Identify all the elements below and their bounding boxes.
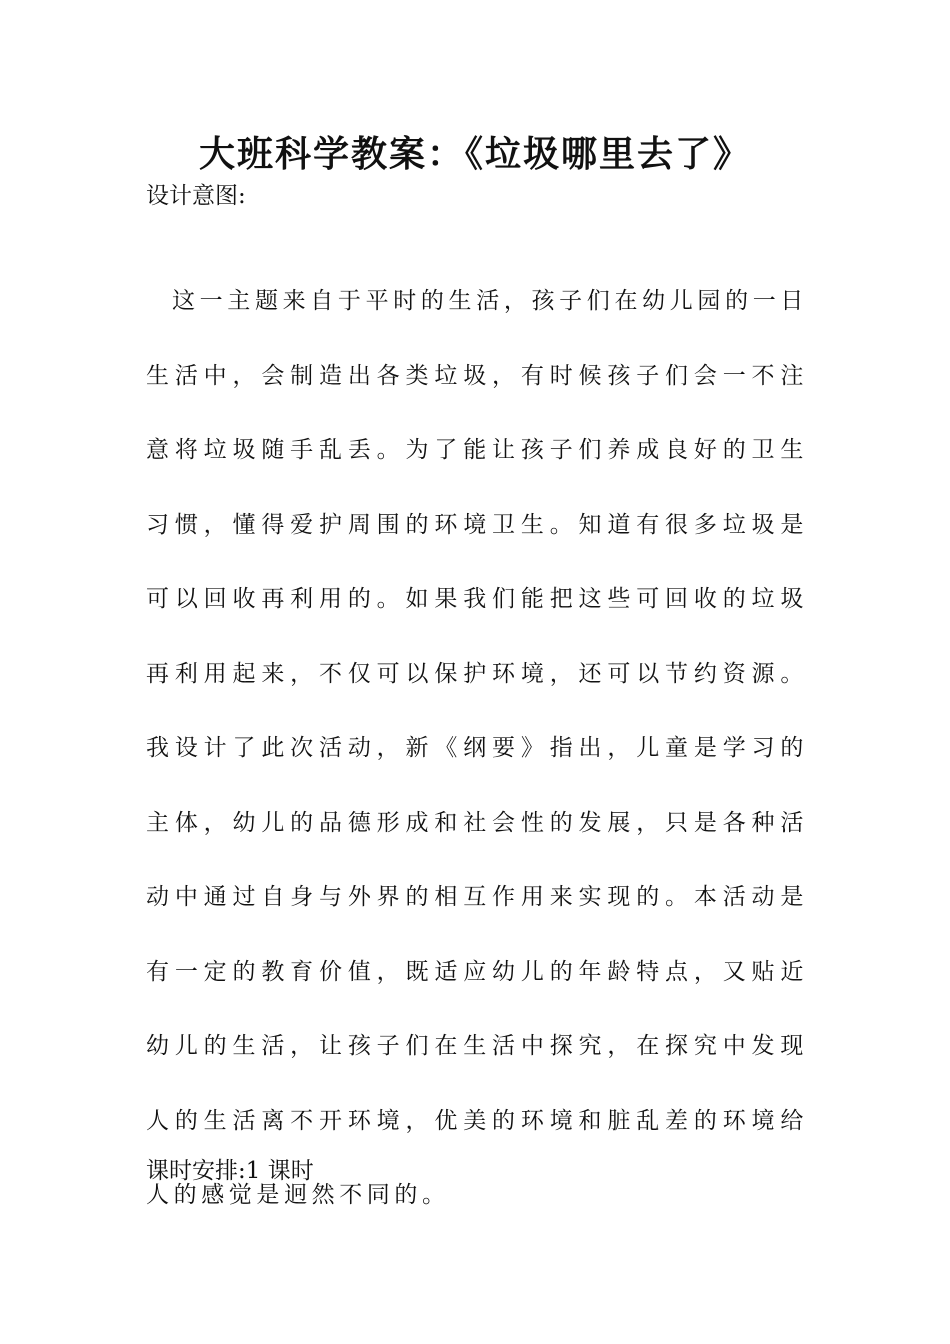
design-intent-paragraph: 这一主题来自于平时的生活，孩子们在幼儿园的一日生活中，会制造出各类垃圾，有时候孩子们会一不注意将垃圾随手乱丢。为了能让孩子们养成良好的卫生习惯，懂得爱护周围的环境卫生。知道有很多垃圾是可以回收再利用的。如果我们能把这些可回收的垃圾再利用起来，不仅可以保护环境，还可以节约资源。我设计了此次活动，新《纲要》指出，儿童是学习的主体，幼儿的品德形成和社会性的发展，只是各种活动中通过自身与外界的相互作用来实现的。本活动是有一定的教育价值，既适应幼儿的年龄特点，又贴近幼儿的生活，让孩子们在生活中探究，在探究中发现人的生活离不开环境，优美的环境和脏乱差的环境给人的感觉是迥然不同的。 xyxy=(146,288,808,1208)
class-hours-line: 课时安排:1 课时 xyxy=(146,1158,314,1184)
design-intent-heading: 设计意图: xyxy=(146,183,246,209)
page-title: 大班科学教案：《垃圾哪里去了》 xyxy=(198,133,751,175)
